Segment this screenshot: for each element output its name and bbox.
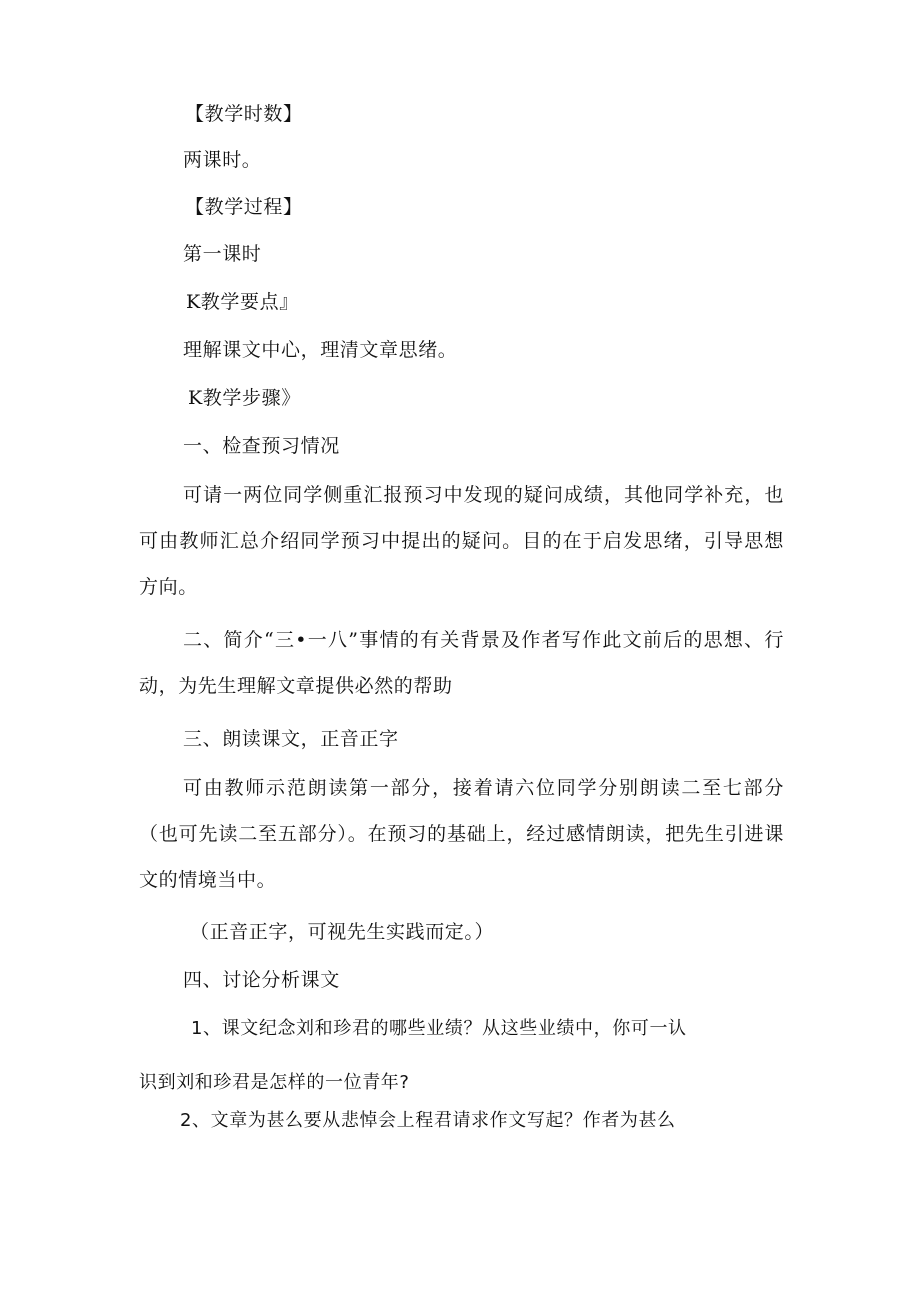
step-three-paragraph: 可由教师示范朗读第一部分，接着请六位同学分别朗读二至七部分（也可先读二至五部分）。在预习的基础上，经过感情朗读，把先生引进课文的情境当中。 (139, 777, 784, 891)
heading-teaching-steps: K教学步骤》 (188, 387, 301, 409)
heading-teaching-process: 【教学过程】 (185, 196, 303, 218)
question-two-line-one: 2、文章为甚么要从悲悼会上程君请求作文写起？作者为甚么 (180, 1110, 676, 1131)
key-points-text: 理解课文中心，理清文章思绪。 (183, 339, 458, 361)
step-three-note: （正音正字，可视先生实践而定。） (190, 921, 495, 943)
heading-teaching-hours: 【教学时数】 (185, 103, 303, 125)
step-three-title: 三、朗读课文，正音正字 (183, 728, 399, 750)
step-four-title: 四、讨论分析课文 (183, 969, 340, 991)
step-one-title: 一、检查预习情况 (183, 435, 340, 457)
lesson-one-title: 第一课时 (183, 243, 262, 265)
step-two-paragraph: 二、简介“三•一八”事情的有关背景及作者写作此文前后的思想、行动，为先生理解文章提供必然的帮助 (139, 629, 784, 697)
step-one-paragraph: 可请一两位同学侧重汇报预习中发现的疑问成绩，其他同学补充，也可由教师汇总介绍同学预习中提出的疑问。目的在于启发思绪，引导思想方向。 (139, 484, 784, 598)
teaching-hours-value: 两课时。 (183, 149, 262, 171)
question-one-line-one: 1、课文纪念刘和珍君的哪些业绩？从这些业绩中，你可一认 (191, 1018, 687, 1039)
question-one-line-two: 识到刘和珍君是怎样的一位青年? (139, 1072, 410, 1093)
heading-key-points: K教学要点』 (186, 291, 299, 313)
